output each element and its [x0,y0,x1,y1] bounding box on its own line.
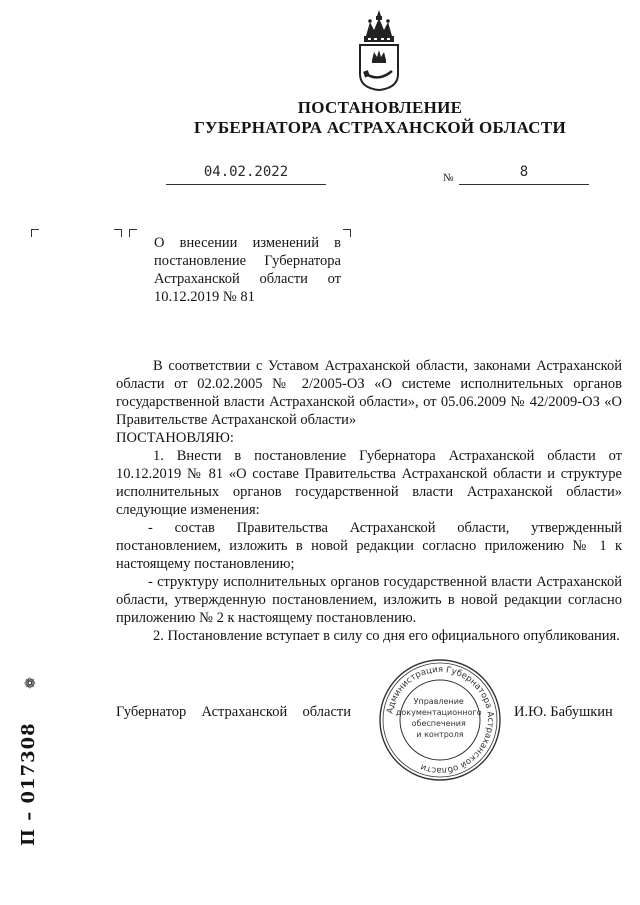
subject-line: Астраханской области от [154,271,341,287]
document-subject [154,234,341,306]
seal-center-line: Управление [413,697,464,706]
astrakhan-coat-of-arms-icon [350,8,408,92]
subject-corner-mark [343,229,351,237]
seal-center-line: и контроля [416,730,464,739]
document-type-title: ПОСТАНОВЛЕНИЕ [297,98,463,117]
clause-1-item-1: - состав Правительства Астраханской области, утвержденный постановлением, изложить в новой редакции согласно приложению № 1 к настоящему постановлению; [116,520,622,572]
seal-center-line: обеспечения [411,719,466,728]
clause-1-item-2: - структуру исполнительных органов государственной власти Астраханской области, утвержденную постановлением, изложить в новой редакции согласно приложению № 2 к настоящему постановлению. [116,574,622,626]
signatory-position: Губернатор Астраханской области [116,704,351,720]
address-corner-mark [114,229,122,237]
seal-ring-text: Администрация Губернатора Астраханской области [385,664,496,776]
subject-line: 10.12.2019 № 81 [154,289,255,305]
seal-center-line: документационного [395,708,482,717]
clause-2-paragraph: 2. Постановление вступает в силу со дня его официального опубликования. [153,628,620,644]
subject-line: постановление Губернатора [154,253,341,269]
official-seal-stamp [377,657,503,783]
subject-corner-mark [129,229,137,237]
decree-word: ПОСТАНОВЛЯЮ: [116,430,234,446]
form-serial-number: П – 017308 [18,722,39,846]
svg-text:Управление документационно [396,697,484,739]
preamble-paragraph: В соответствии с Уставом Астраханской области, законами Астраханской области от 02.02.2005 № 2/2005-ОЗ «О системе исполнительных органов государственной власти Астраханской области», от 05.06.2009 № 42/2009-ОЗ «О Правительстве Астраханской области» [116,358,622,428]
document-number: 8 [459,164,589,185]
document-body [116,357,622,645]
decorative-flower-icon: ❁ [24,677,36,692]
issuer-title: ГУБЕРНАТОРА АСТРАХАНСКОЙ ОБЛАСТИ [193,118,567,137]
subject-line: О внесении изменений в [154,235,341,251]
number-sign: № [443,172,454,184]
address-corner-mark [31,229,39,237]
signatory-name: И.Ю. Бабушкин [514,704,613,720]
clause-1-paragraph: 1. Внести в постановление Губернатора Астраханской области от 10.12.2019 № 81 «О составе Правительства Астраханской области и структуре исполнительных органов государственной власти Астраханской области» следующие изменения: [116,448,622,518]
document-date: 04.02.2022 [166,164,326,185]
